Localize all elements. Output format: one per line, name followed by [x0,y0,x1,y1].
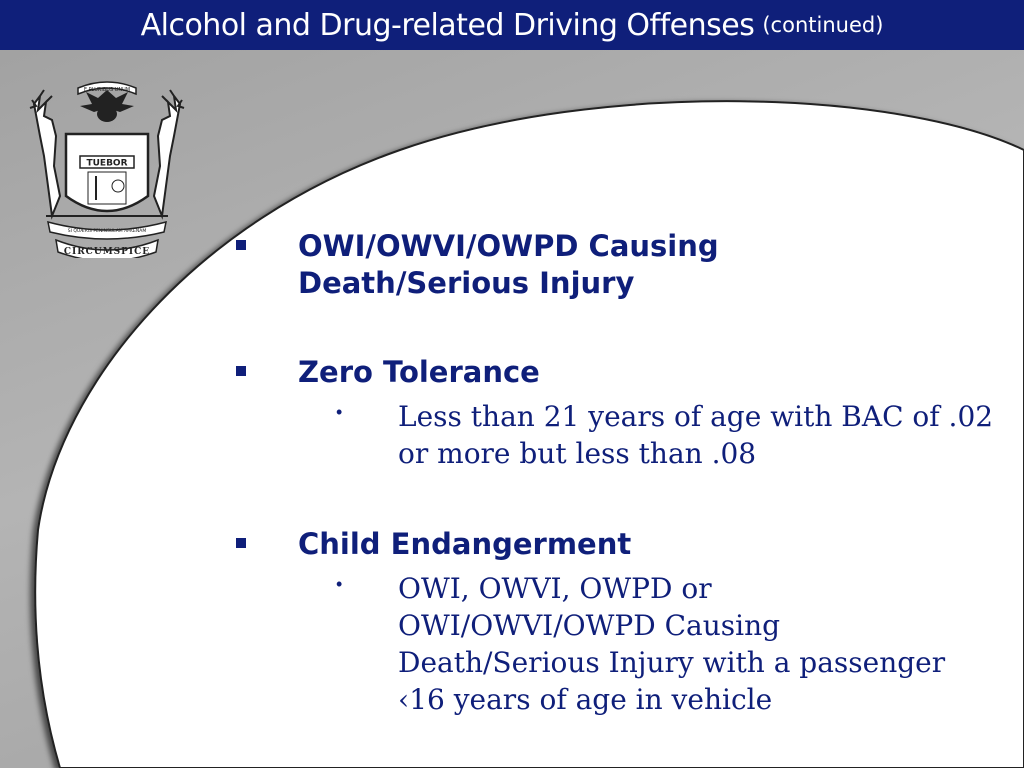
slide-title: Alcohol and Drug-related Driving Offenses [140,7,755,43]
dot-bullet-icon: • [336,402,343,422]
michigan-seal-logo [26,76,188,258]
square-bullet-icon [236,366,246,376]
slide-title-suffix: (continued) [762,13,884,37]
bullet-heading: Child Endangerment [298,527,632,561]
bullet-heading-line2: Death/Serious Injury [298,266,635,300]
title-bar [0,0,1024,50]
dot-bullet-icon: • [336,574,343,594]
sub-bullet-line1: OWI, OWVI, OWPD or [398,572,712,605]
sub-bullet-zero-tolerance [336,398,1006,474]
sub-bullet-line3: Death/Serious Injury with a passenger [398,646,946,679]
sub-bullet-line2: OWI/OWVI/OWPD Causing [398,609,781,642]
bullet-heading: Zero Tolerance [298,355,540,389]
bullet-zero-tolerance [236,354,1006,474]
sub-bullet-line4: ‹16 years of age in vehicle [398,683,773,716]
square-bullet-icon [236,538,246,548]
bullet-owi-causing-death [236,228,796,308]
sub-bullet-line2: or more but less than .08 [398,437,757,470]
svg-text:E PLURIBUS UNUM: E PLURIBUS UNUM [83,87,131,93]
sub-bullet-child-endangerment [336,570,1006,720]
svg-text:TUEBOR: TUEBOR [86,158,128,169]
sub-bullet-line1: Less than 21 years of age with BAC of .02 [398,400,994,433]
svg-text:SI QUÆRIS PENINSULAM AMŒNAM: SI QUÆRIS PENINSULAM AMŒNAM [67,229,147,234]
square-bullet-icon [236,240,246,250]
svg-text:CIRCUMSPICE: CIRCUMSPICE [63,247,151,257]
bullet-heading-line1: OWI/OWVI/OWPD Causing [298,229,719,263]
bullet-child-endangerment [236,526,1006,726]
